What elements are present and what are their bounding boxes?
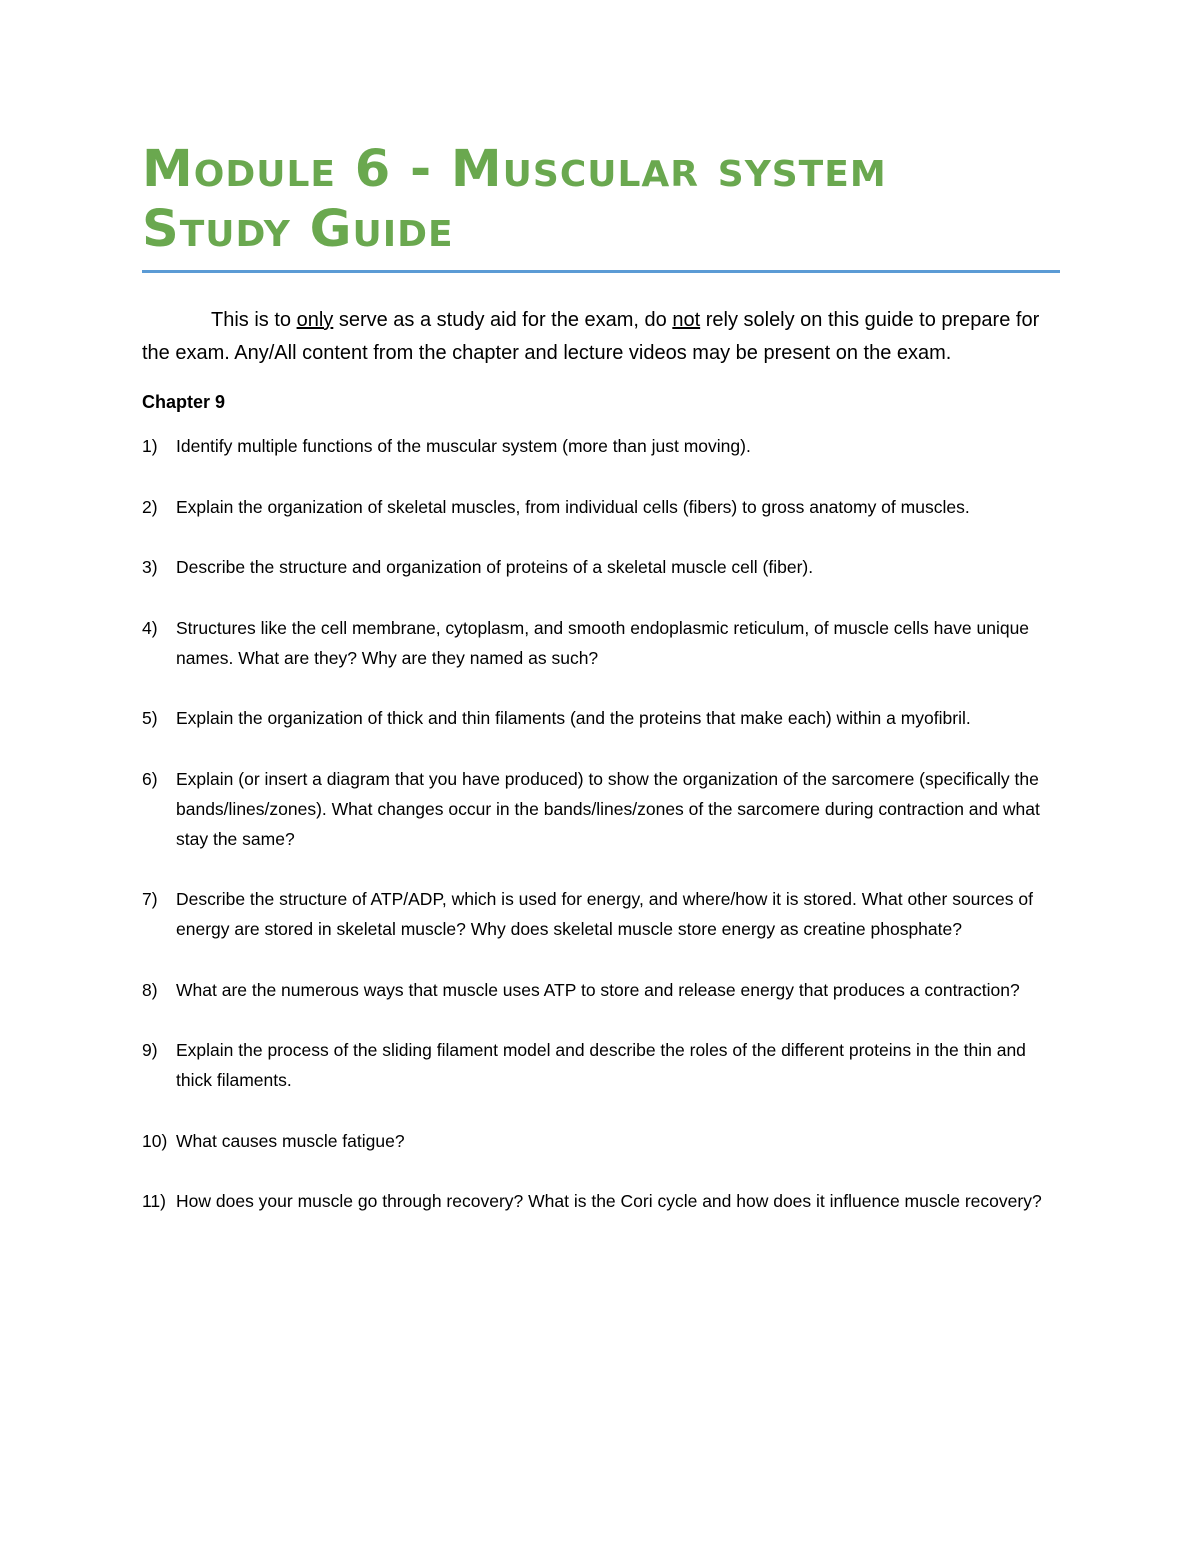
question-number: 2) xyxy=(142,496,158,517)
question-item xyxy=(142,884,1054,944)
document-title xyxy=(142,140,1060,260)
question-number: 11) xyxy=(142,1191,166,1211)
title-underline-rule xyxy=(142,270,1060,273)
intro-text-2: serve as a study aid for the exam, do xyxy=(333,309,673,331)
question-number: 10) xyxy=(142,1130,168,1151)
intro-text-3: rely solely on this guide to prepare for the exam. Any/All content from the chapter and lecture videos may be present on the exam. xyxy=(142,309,1040,364)
intro-underline-not: not xyxy=(672,309,701,331)
intro-paragraph xyxy=(142,304,1057,370)
question-number: 7) xyxy=(142,889,158,909)
question-text: What causes muscle fatigue? xyxy=(176,1130,405,1151)
question-number: 8) xyxy=(142,979,158,1000)
question-number: 5) xyxy=(142,708,158,728)
question-number: 6) xyxy=(142,768,158,789)
question-text: What are the numerous ways that muscle uses ATP to store and release energy that produces a contraction? xyxy=(176,979,1020,1000)
question-text: Explain the organization of skeletal muscles, from individual cells (fibers) to gross anatomy of muscles. xyxy=(176,496,970,517)
question-item xyxy=(142,1186,1054,1216)
document-page xyxy=(142,140,1060,1247)
question-number: 3) xyxy=(142,557,158,577)
intro-text-1: This is to xyxy=(211,309,297,331)
intro-underline-only: only xyxy=(296,309,334,331)
question-item xyxy=(142,975,1054,1005)
question-text: Identify multiple functions of the muscular system (more than just moving). xyxy=(176,436,751,456)
question-text: Describe the structure and organization of proteins of a skeletal muscle cell (fiber). xyxy=(176,557,814,577)
question-item xyxy=(142,552,1054,582)
question-item xyxy=(142,492,1054,522)
title-line-2: Study Guide xyxy=(142,200,454,259)
question-text: Explain the organization of thick and thin filaments (and the proteins that make each) within a myofibril. xyxy=(176,708,971,728)
question-text: How does your muscle go through recovery? What is the Cori cycle and how does it influence muscle recovery? xyxy=(176,1191,1042,1211)
question-item xyxy=(142,1035,1054,1095)
question-number: 4) xyxy=(142,617,158,638)
title-line-1: Module 6 - Muscular system xyxy=(142,140,887,199)
question-list xyxy=(142,431,1060,1216)
question-item xyxy=(142,613,1054,673)
question-text: Explain the process of the sliding filament model and describe the roles of the different proteins in the thin and thick filaments. xyxy=(176,1040,1026,1090)
question-text: Structures like the cell membrane, cytoplasm, and smooth endoplasmic reticulum, of muscle cells have unique names. What are they? Why are they named as such? xyxy=(176,617,1030,668)
question-text: Describe the structure of ATP/ADP, which is used for energy, and where/how it is stored. What other sources of energy are stored in skeletal muscle? Why does skeletal muscle store energy as creatine phosphate? xyxy=(176,889,1033,939)
question-item xyxy=(142,764,1054,854)
question-text: Explain (or insert a diagram that you have produced) to show the organization of the sarcomere (specifically the bands/lines/zones). What changes occur in the bands/lines/zones of the sarcomere during contraction and what stay the same? xyxy=(176,768,1040,849)
chapter-heading: Chapter 9 xyxy=(142,392,226,412)
question-item xyxy=(142,431,1054,461)
question-item xyxy=(142,1126,1054,1156)
question-item xyxy=(142,703,1054,733)
question-number: 1) xyxy=(142,436,158,456)
question-number: 9) xyxy=(142,1040,158,1060)
